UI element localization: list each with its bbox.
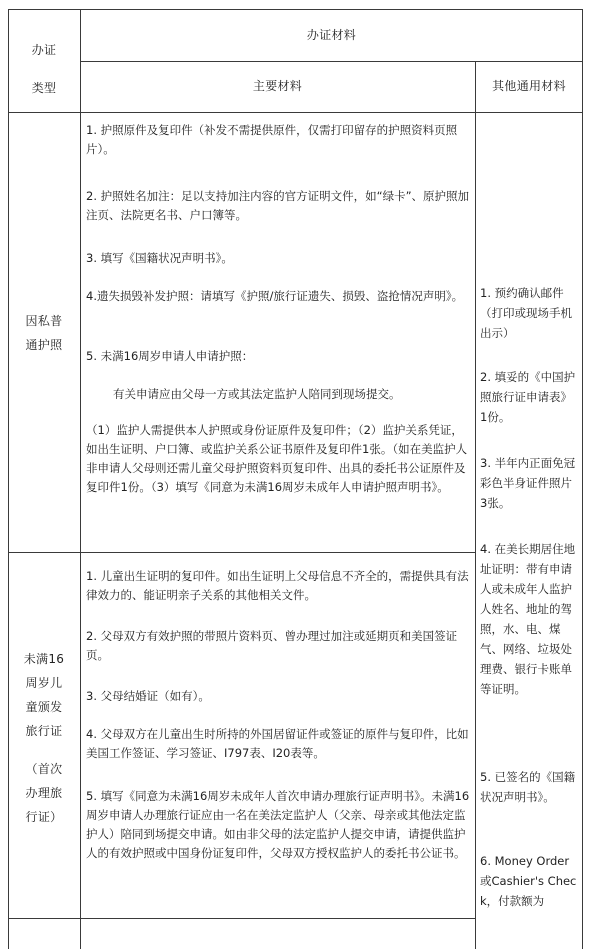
row1-item: 4.遗失损毁补发护照：请填写《护照/旅行证遗失、损毁、盗抢情况声明》。	[86, 289, 464, 303]
header-type-cell	[8, 31, 80, 107]
row2-item: 1. 儿童出生证明的复印件。如出生证明上父母信息不齐全的，需提供具有法律效力的、能证明亲子关系的其他相关文件。	[86, 569, 469, 602]
row1-item: 3. 填写《国籍状况声明书》。	[86, 251, 233, 265]
row1-type	[8, 309, 80, 357]
row1-item: 5. 未满16周岁申请人申请护照：	[86, 349, 254, 363]
common-item: 3. 半年内正面免冠彩色半身证件照片3张。	[480, 456, 576, 510]
row2-type	[8, 647, 80, 829]
row2-item: 2. 父母双方有效护照的带照片资料页、曾办理过加注或延期页和美国签证页。	[86, 629, 458, 662]
common-item: 2. 填妥的《中国护照旅行证申请表》1份。	[480, 370, 576, 424]
row2-type-note-line: （首次	[25, 762, 63, 776]
row2-type-line: 童颁发	[25, 700, 63, 714]
row2-item: 3. 父母结婚证（如有）。	[86, 689, 210, 703]
row1-type-line: 因私普	[25, 314, 63, 328]
common-item: 5. 已签名的《国籍状况声明书》。	[480, 770, 576, 804]
row2-type-line: 未满16	[23, 652, 65, 666]
row2-item: 4. 父母双方在儿童出生时所持的外国居留证件或签证的原件与复印件，比如美国工作签证、学习签证、I797表、I20表等。	[86, 727, 469, 760]
common-item: 6. Money Order或Cashier's Check，付款额为	[480, 854, 577, 908]
common-item: 1. 预约确认邮件（打印或现场手机出示）	[480, 286, 572, 340]
header-materials: 办证材料	[306, 28, 357, 42]
document-table	[8, 9, 583, 949]
header-type-line2: 类型	[31, 81, 57, 95]
header-type-line1: 办证	[31, 43, 57, 57]
common-item: 4. 在美长期居住地址证明：带有申请人或未成年人监护人姓名、地址的驾照，水、电、煤气、网络、垃圾处理费、银行卡账单等证明。	[480, 542, 576, 696]
row1-type-line: 通护照	[25, 338, 63, 352]
row2-type-line: 旅行证	[25, 724, 63, 738]
row1-item: 1. 护照原件及复印件（补发不需提供原件，仅需打印留存的护照资料页照片）。	[86, 123, 458, 156]
row2-type-note-line: 行证）	[25, 810, 63, 824]
row2-item: 5. 填写《同意为未满16周岁未成年人首次申请办理旅行证声明书》。未满16周岁申请人办理旅行证应由一名在美法定监护人（父亲、母亲或其他法定监护人）陪同到场提交申请。如由非父母的法定监护人提交申请，请提供监护人的有效护照或中国身份证复印件，父母双方授权监护人的委托书公证书。	[86, 789, 470, 860]
row1-item: 2. 护照姓名加注：足以支持加注内容的官方证明文件，如“绿卡”、原护照加注页、法院更名书、户口簿等。	[86, 189, 470, 222]
row1-item: 有关申请应由父母一方或其法定监护人陪同到现场提交。	[113, 387, 401, 401]
row2-type-line: 周岁儿	[25, 676, 63, 690]
row2-type-note-line: 办理旅	[25, 786, 63, 800]
header-other-materials: 其他通用材料	[492, 79, 566, 93]
row1-item: （1）监护人需提供本人护照或身份证原件及复印件；（2）监护关系凭证，如出生证明、户口簿、或监护关系公证书原件及复印件1张。（如在美监护人非申请人父母则还需儿童父母护照资料页复印件、出具的委托书公证原件及复印件1份。（3）填写《同意为未满16周岁未成年人申请护照声明书》。	[86, 423, 468, 494]
header-main-materials: 主要材料	[252, 79, 303, 93]
